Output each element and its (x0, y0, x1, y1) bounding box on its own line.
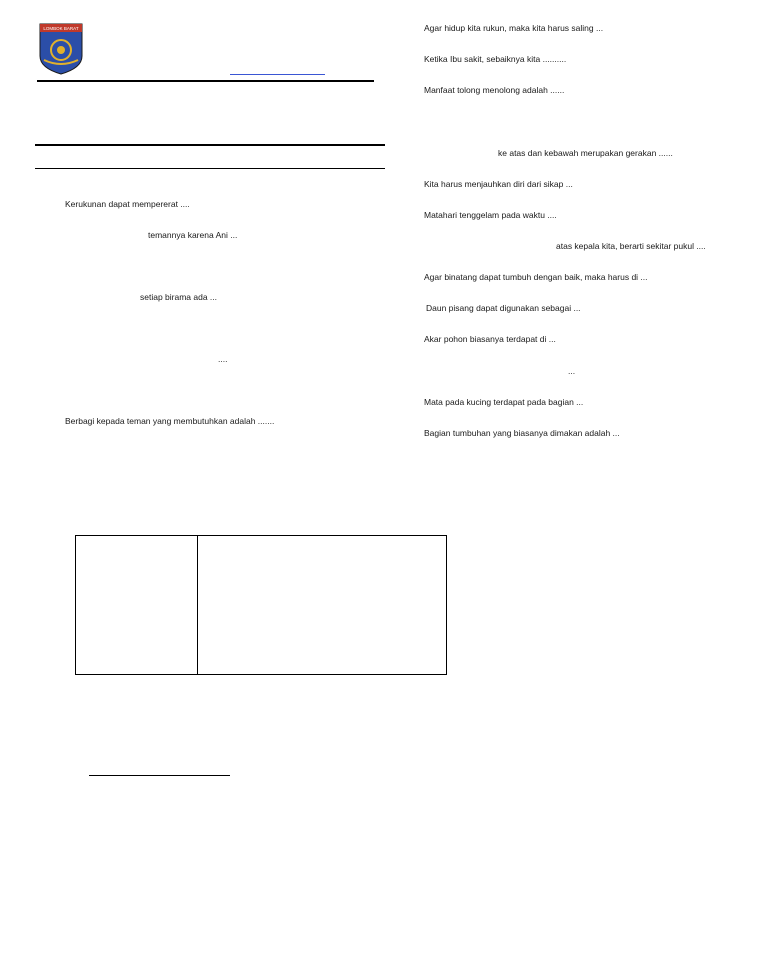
crest-text: LOMBOK BARAT (43, 26, 79, 31)
school-crest-logo (38, 22, 84, 76)
regional-crest-icon (38, 22, 84, 76)
right-question-3: Manfaat tolong menolong adalah ...... (424, 85, 565, 95)
right-question-11: ... (568, 366, 576, 376)
right-question-13: Bagian tumbuhan yang biasanya dimakan adalah ... (424, 428, 620, 438)
answer-box-right-cell (198, 536, 446, 674)
answer-box (75, 535, 447, 675)
section-rule-bottom (35, 168, 385, 169)
left-question-4: .... (218, 354, 228, 364)
section-rule-top (35, 144, 385, 146)
right-question-7: atas kepala kita, berarti sekitar pukul .... (556, 241, 706, 251)
right-question-6: Matahari tenggelam pada waktu .... (424, 210, 557, 220)
right-question-1: Agar hidup kita rukun, maka kita harus saling ... (424, 23, 604, 33)
signature-line (89, 775, 230, 776)
answer-box-left-cell (76, 536, 198, 674)
left-question-5: Berbagi kepada teman yang membutuhkan adalah ....... (65, 416, 275, 426)
left-question-3: setiap birama ada ... (140, 292, 218, 302)
right-question-8: Agar binatang dapat tumbuh dengan baik, maka harus di ... (424, 272, 648, 282)
header-short-underline (230, 74, 325, 75)
left-question-1: Kerukunan dapat mempererat .... (65, 199, 190, 209)
right-question-9: Daun pisang dapat digunakan sebagai ... (426, 303, 581, 313)
right-question-5: Kita harus menjauhkan diri dari sikap ... (424, 179, 573, 189)
right-question-12: Mata pada kucing terdapat pada bagian ... (424, 397, 584, 407)
right-question-4: ke atas dan kebawah merupakan gerakan ...... (498, 148, 673, 158)
left-question-2: temannya karena Ani ... (148, 230, 238, 240)
right-question-10: Akar pohon biasanya terdapat di ... (424, 334, 556, 344)
header-rule (37, 80, 374, 82)
right-question-2: Ketika Ibu sakit, sebaiknya kita .......... (424, 54, 567, 64)
